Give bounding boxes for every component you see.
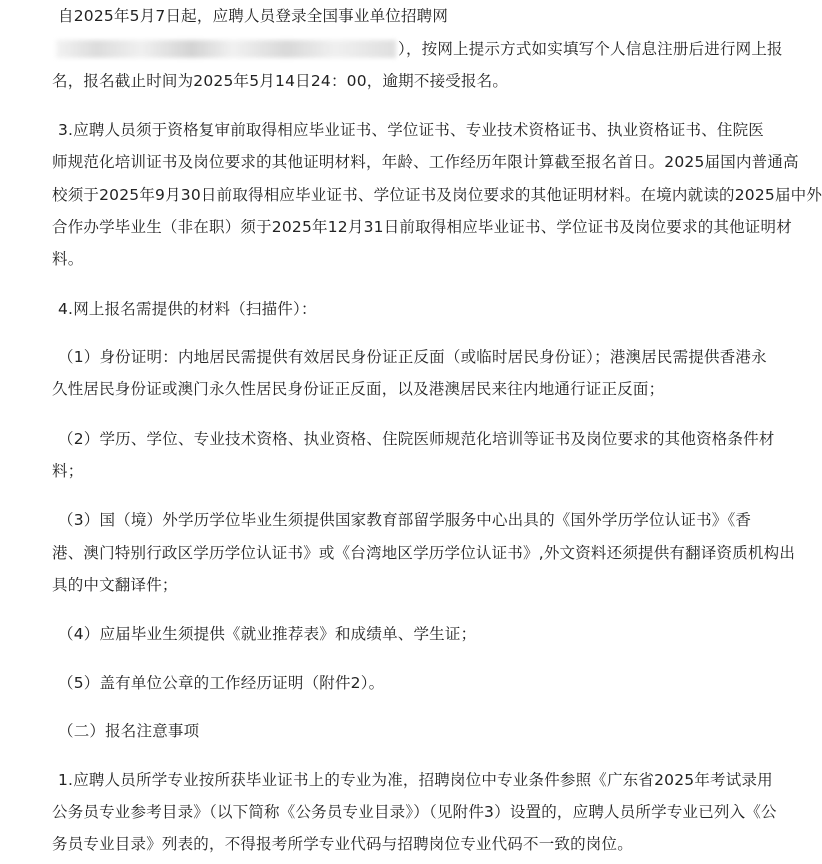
text-line-3: 名，报名截止时间为2025年5月14日24：00，逾期不接受报名。 [52,72,509,90]
text-line-20: 1.应聘人员所学专业按所获毕业证书上的专业为准，招聘岗位中专业条件参照《广东省2025年考试录用 [58,771,773,789]
text-line-8: 料。 [52,250,84,268]
text-line-4: 3.应聘人员须于资格复审前取得相应毕业证书、学位证书、专业技术资格证书、执业资格证书、住院医 [58,121,764,139]
text-line-16: 具的中文翻译件； [52,576,178,594]
text-line-17: （4）应届毕业生须提供《就业推荐表》和成绩单、学生证； [58,625,477,643]
text-line-22: 务员专业目录》列表的，不得报考所学专业代码与招聘岗位专业代码不一致的岗位。 [52,835,633,853]
text-line-15: 港、澳门特别行政区学历学位认证书》或《台湾地区学历学位认证书》,外文资料还须提供有翻译资质机构出 [52,544,796,562]
text-line-10: （1）身份证明：内地居民需提供有效居民身份证正反面（或临时居民身份证）；港澳居民需提供香港永 [58,348,767,366]
text-line-9: 4.网上报名需提供的材料（扫描件）： [58,300,317,318]
redacted-url [56,40,396,58]
text-line-18: （5）盖有单位公章的工作经历证明（附件2）。 [58,674,385,692]
text-line-5: 师规范化培训证书及岗位要求的其他证明材料，年龄、工作经历年限计算截至报名首日。2025届国内普通高 [52,153,799,171]
text-line-13: 料； [52,462,84,480]
text-line-19: （二）报名注意事项 [58,722,200,740]
text-line-21: 公务员专业参考目录》（以下简称《公务员专业目录》）（见附件3）设置的，应聘人员所学专业已列入《公 [52,803,777,821]
text-line-2: ），按网上提示方式如实填写个人信息注册后进行网上报 [398,40,783,58]
text-line-11: 久性居民身份证或澳门永久性居民身份证正反面，以及港澳居民来往内地通行证正反面； [52,380,665,398]
text-line-7: 合作办学毕业生（非在职）须于2025年12月31日前取得相应毕业证书、学位证书及岗位要求的其他证明材 [52,218,792,236]
text-line-6: 校须于2025年9月30日前取得相应毕业证书、学位证书及岗位要求的其他证明材料。在境内就读的2025届中外 [52,186,822,204]
text-line-1: 自2025年5月7日起，应聘人员登录全国事业单位招聘网 [58,7,449,25]
text-line-14: （3）国（境）外学历学位毕业生须提供国家教育部留学服务中心出具的《国外学历学位认证书》《香 [58,511,752,529]
text-line-12: （2）学历、学位、专业技术资格、执业资格、住院医师规范化培训等证书及岗位要求的其他资格条件材 [58,430,775,448]
